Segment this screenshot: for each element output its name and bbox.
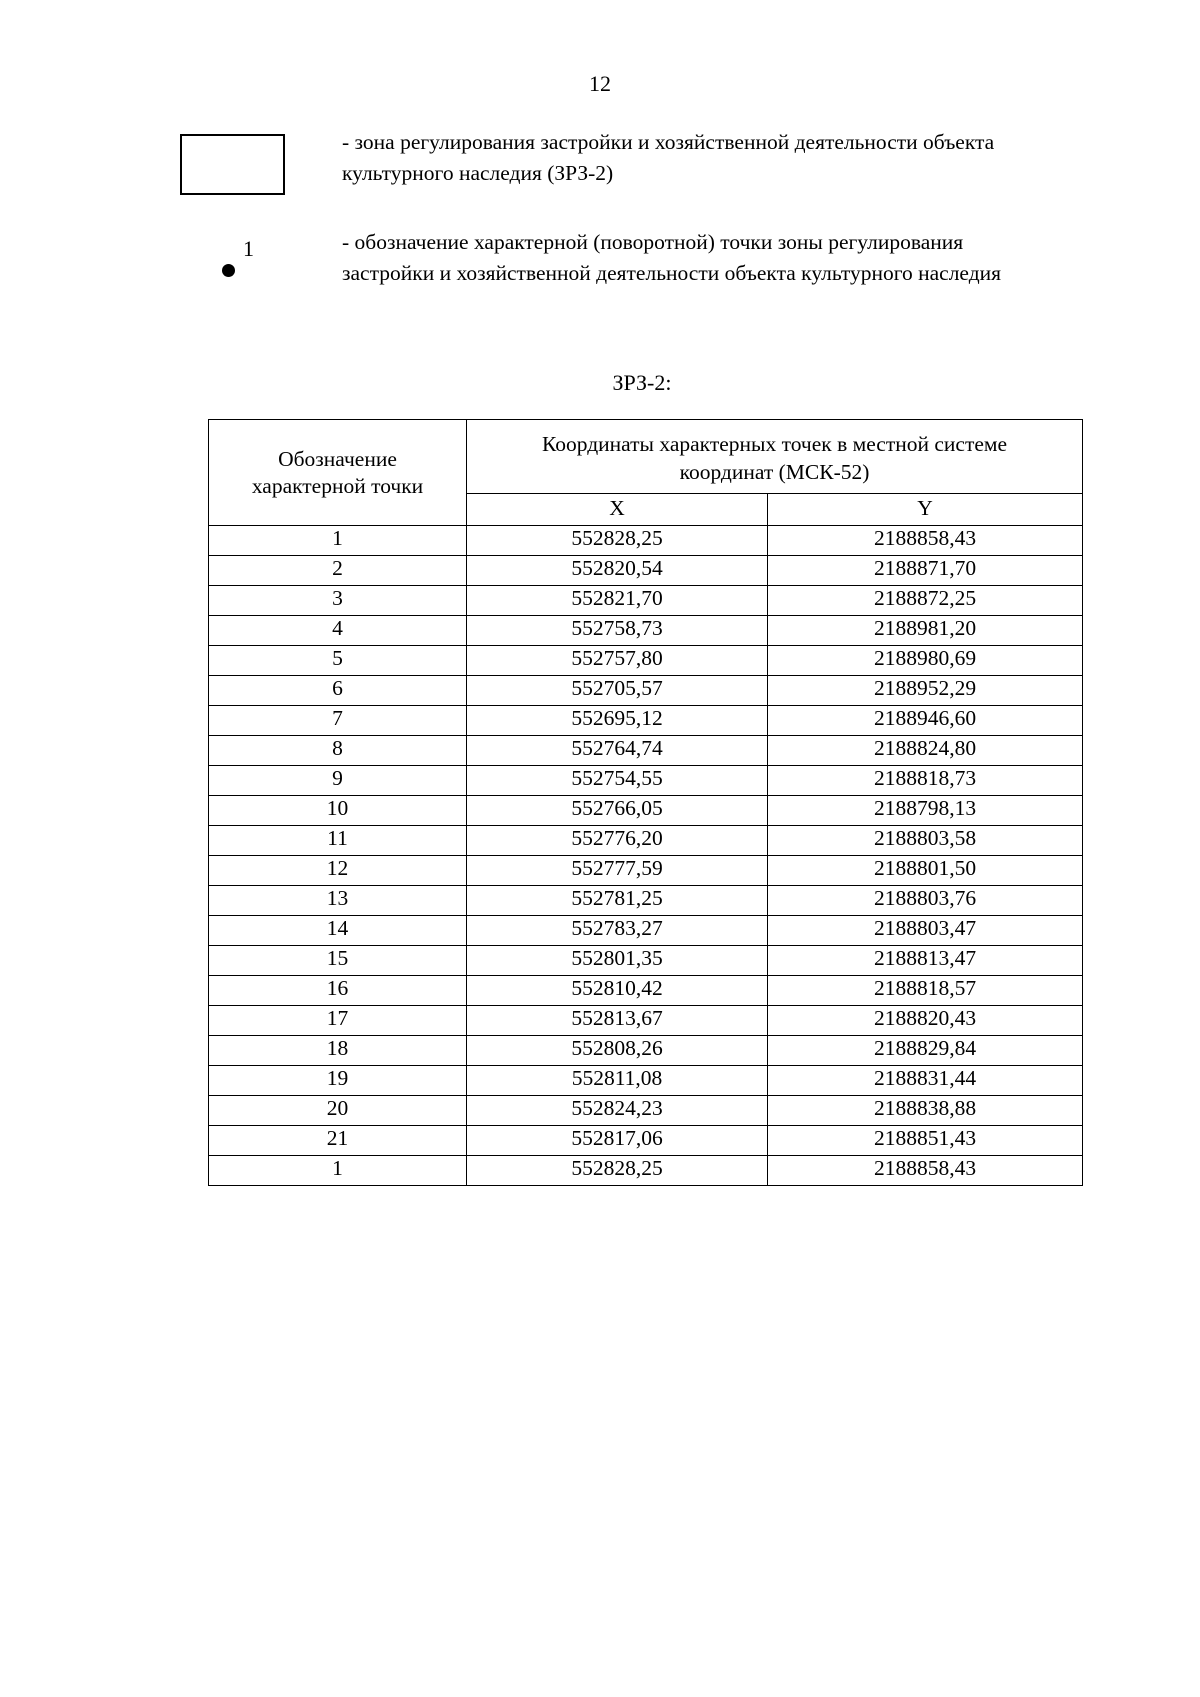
cell-point: 4 (209, 616, 467, 646)
point-legend-text-line-2: застройки и хозяйственной деятельности объекта культурного наследия (342, 261, 1002, 285)
table-row (209, 1036, 1083, 1066)
cell-point: 1 (209, 1156, 467, 1186)
cell-y: 2188981,20 (768, 616, 1083, 646)
cell-x: 552764,74 (467, 736, 768, 766)
table-row (209, 1006, 1083, 1036)
table-row (209, 556, 1083, 586)
zone-legend-text (342, 127, 1102, 189)
cell-point: 16 (209, 976, 467, 1006)
table-row (209, 736, 1083, 766)
point-legend-label: 1 (243, 236, 254, 261)
zone-legend-text-line-1: - зона регулирования застройки и хозяйственной деятельности объекта (342, 130, 995, 154)
cell-y: 2188803,47 (768, 916, 1083, 946)
cell-x: 552757,80 (467, 646, 768, 676)
cell-point: 13 (209, 886, 467, 916)
header-point-line-1: Обозначение (278, 446, 397, 471)
cell-x: 552808,26 (467, 1036, 768, 1066)
header-coordinates (467, 420, 1083, 494)
cell-x: 552758,73 (467, 616, 768, 646)
cell-y: 2188818,57 (768, 976, 1083, 1006)
cell-x: 552776,20 (467, 826, 768, 856)
cell-point: 8 (209, 736, 467, 766)
cell-point: 17 (209, 1006, 467, 1036)
cell-y: 2188838,88 (768, 1096, 1083, 1126)
table-row (209, 766, 1083, 796)
cell-point: 10 (209, 796, 467, 826)
coordinates-table (208, 419, 1083, 1186)
header-point-line-2: характерной точки (251, 473, 424, 498)
cell-x: 552777,59 (467, 856, 768, 886)
cell-point: 7 (209, 706, 467, 736)
page-number: 12 (589, 71, 611, 96)
cell-y: 2188952,29 (768, 676, 1083, 706)
cell-x: 552695,12 (467, 706, 768, 736)
table-row (209, 976, 1083, 1006)
table-row (209, 616, 1083, 646)
cell-x: 552821,70 (467, 586, 768, 616)
cell-y: 2188820,43 (768, 1006, 1083, 1036)
table-row (209, 796, 1083, 826)
cell-point: 21 (209, 1126, 467, 1156)
cell-x: 552820,54 (467, 556, 768, 586)
cell-y: 2188803,58 (768, 826, 1083, 856)
cell-x: 552824,23 (467, 1096, 768, 1126)
table-row (209, 826, 1083, 856)
cell-x: 552801,35 (467, 946, 768, 976)
cell-x: 552766,05 (467, 796, 768, 826)
cell-point: 3 (209, 586, 467, 616)
cell-y: 2188801,50 (768, 856, 1083, 886)
coordinates-table-body (209, 526, 1083, 1186)
cell-y: 2188831,44 (768, 1066, 1083, 1096)
cell-y: 2188858,43 (768, 1156, 1083, 1186)
cell-point: 9 (209, 766, 467, 796)
cell-y: 2188798,13 (768, 796, 1083, 826)
cell-x: 552783,27 (467, 916, 768, 946)
cell-y: 2188803,76 (768, 886, 1083, 916)
cell-x: 552817,06 (467, 1126, 768, 1156)
cell-y: 2188818,73 (768, 766, 1083, 796)
zone-legend-text-line-2: культурного наследия (ЗРЗ-2) (342, 161, 614, 185)
cell-x: 552811,08 (467, 1066, 768, 1096)
zone-legend-symbol (180, 134, 285, 195)
header-coords-line-2: координат (МСК-52) (679, 460, 870, 484)
table-row (209, 1066, 1083, 1096)
table-row (209, 586, 1083, 616)
cell-point: 5 (209, 646, 467, 676)
table-row (209, 706, 1083, 736)
point-legend-dot-icon (222, 264, 235, 277)
cell-point: 19 (209, 1066, 467, 1096)
cell-y: 2188980,69 (768, 646, 1083, 676)
cell-y: 2188871,70 (768, 556, 1083, 586)
table-row (209, 886, 1083, 916)
cell-point: 2 (209, 556, 467, 586)
cell-x: 552705,57 (467, 676, 768, 706)
table-row (209, 646, 1083, 676)
cell-point: 18 (209, 1036, 467, 1066)
table-row (209, 946, 1083, 976)
cell-point: 1 (209, 526, 467, 556)
header-point-designation (209, 420, 467, 526)
cell-point: 15 (209, 946, 467, 976)
cell-x: 552810,42 (467, 976, 768, 1006)
cell-y: 2188858,43 (768, 526, 1083, 556)
cell-point: 11 (209, 826, 467, 856)
cell-point: 14 (209, 916, 467, 946)
table-row (209, 1126, 1083, 1156)
table-caption: ЗРЗ-2: (612, 370, 672, 395)
table-row (209, 1156, 1083, 1186)
cell-y: 2188824,80 (768, 736, 1083, 766)
table-row (209, 1096, 1083, 1126)
cell-y: 2188829,84 (768, 1036, 1083, 1066)
table-row (209, 676, 1083, 706)
cell-x: 552828,25 (467, 526, 768, 556)
cell-y: 2188872,25 (768, 586, 1083, 616)
cell-x: 552828,25 (467, 1156, 768, 1186)
table-row (209, 526, 1083, 556)
cell-y: 2188946,60 (768, 706, 1083, 736)
header-coords-line-1: Координаты характерных точек в местной системе (541, 432, 1008, 456)
point-legend-text (342, 227, 1102, 289)
table-row (209, 856, 1083, 886)
point-legend-text-line-1: - обозначение характерной (поворотной) точки зоны регулирования (342, 230, 964, 254)
cell-x: 552754,55 (467, 766, 768, 796)
header-x: X (467, 494, 768, 526)
cell-point: 20 (209, 1096, 467, 1126)
cell-y: 2188851,43 (768, 1126, 1083, 1156)
table-row (209, 916, 1083, 946)
cell-x: 552781,25 (467, 886, 768, 916)
cell-x: 552813,67 (467, 1006, 768, 1036)
cell-point: 12 (209, 856, 467, 886)
cell-point: 6 (209, 676, 467, 706)
cell-y: 2188813,47 (768, 946, 1083, 976)
header-y: Y (768, 494, 1083, 526)
